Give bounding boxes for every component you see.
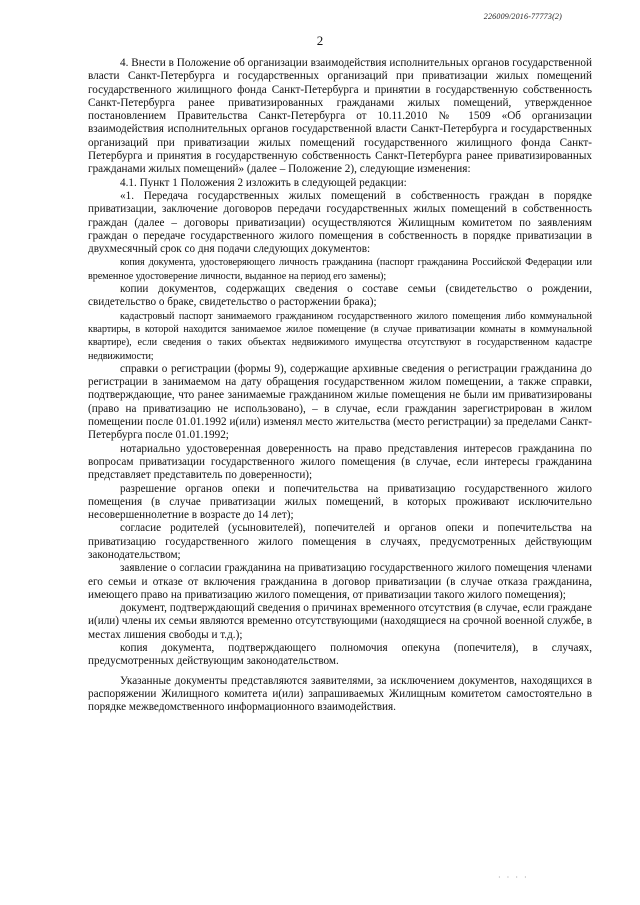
scan-marks: · · · · (498, 873, 529, 882)
list-item: нотариально удостоверенная доверенность на право представления интересов гражданина по вопросам приватизации государственного жилого помещения (в случае, если интересы гражданина представляет представитель по доверенности); (88, 442, 592, 482)
list-item: согласие родителей (усыновителей), попечителей и органов опеки и попечительства на приватизацию государственного жилого помещения в случаях, предусмотренных действующим законодательством; (88, 522, 592, 561)
list-item: заявление о согласии гражданина на приватизацию государственного жилого помещения членами его семьи и отказе от включения гражданина в договор приватизации (в случае отказа гражданина, имеющего право на приватизацию жилого помещения, от приватизации такого жилого помещения); (88, 562, 592, 601)
document-body (88, 57, 592, 715)
list-item: разрешение органов опеки и попечительства на приватизацию государственного жилого помещения (в случае приватизации жилых помещений, в которых проживают исключительно несовершеннолетние в возрасте до 14 лет); (88, 482, 592, 522)
list-item: кадастровый паспорт занимаемого гражданином государственного жилого помещения либо коммунальной квартиры, в которой находится занимаемое жилое помещение (в случае приватизации комнаты в коммунальной квартире), если сведения о таких объектах недвижимого имущества отсутствуют в государственном кадастре недвижимости; (88, 310, 592, 362)
list-item: копия документа, удостоверяющего личность гражданина (паспорт гражданина Российской Федерации или временное удостоверение личности, выданное на период его замены); (88, 257, 592, 282)
list-item: копия документа, подтверждающего полномочия опекуна (попечителя), в случаях, предусмотренных действующим законодательством. (88, 642, 592, 668)
paragraph-item-4: 4. Внести в Положение об организации взаимодействия исполнительных органов государственной власти Санкт-Петербурга и государственных организаций при приватизации жилых помещений государственного жилищного фонда Санкт-Петербурга и принятии в государственную собственность Санкт-Петербурга ранее приватизированных гражданами жилых помещений, утвержденное постановлением Правительства Санкт-Петербурга от 10.11.2010 № 1509 «Об организации взаимодействия исполнительных органов государственной власти Санкт-Петербурга и государственных организаций при приватизации жилых помещений государственного жилищного фонда Санкт-Петербурга и принятия в государственную собственность Санкт-Петербурга ранее приватизированных гражданами жилых помещений» (далее – Положение 2), следующие изменения: (88, 57, 592, 176)
paragraph-item-4-1: 4.1. Пункт 1 Положения 2 изложить в следующей редакции: (120, 176, 407, 189)
list-item: документ, подтверждающий сведения о причинах временного отсутствия (в случае, если граждане и(или) члены их семьи являются временно отсутствующими (находящиеся на срочной военной службе, в местах лишения свободы и т.д.); (88, 602, 592, 641)
paragraph-clause-1: «1. Передача государственных жилых помещений в собственность граждан в порядке приватизации, заключение договоров передачи государственных жилых помещений в собственность граждан (далее – договоры приватизации) осуществляются Жилищным комитетом по заявлениям граждан о передаче государственного жилого помещения в собственность в порядке приватизации в двухмесячный срок со дня подачи следующих документов: (88, 189, 592, 256)
page-number: 2 (316, 33, 324, 48)
paragraph-closing: Указанные документы представляются заявителями, за исключением документов, находящихся в распоряжении Жилищного комитета и(или) запрашиваемых Жилищным комитетом самостоятельно в порядке межведомственного информационного взаимодействия. (88, 674, 592, 714)
list-item: справки о регистрации (формы 9), содержащие архивные сведения о регистрации гражданина до регистрации в занимаемом на дату обращения государственном жилом помещении, а также справки, подтверждающие, что ранее занимаемые гражданином жилые помещения не были им приватизированы (право на приватизацию не использовано), – в случае, если гражданин зарегистрирован в жилом помещении после 01.01.1992 и(или) изменял место жительства (место регистрации) за пределами Санкт-Петербурга после 01.01.1992; (88, 362, 592, 442)
document-reference-number: 226009/2016-77773(2) (483, 12, 562, 21)
list-item: копии документов, содержащих сведения о составе семьи (свидетельство о рождении, свидетельство о браке, свидетельство о расторжении брака); (88, 283, 592, 309)
